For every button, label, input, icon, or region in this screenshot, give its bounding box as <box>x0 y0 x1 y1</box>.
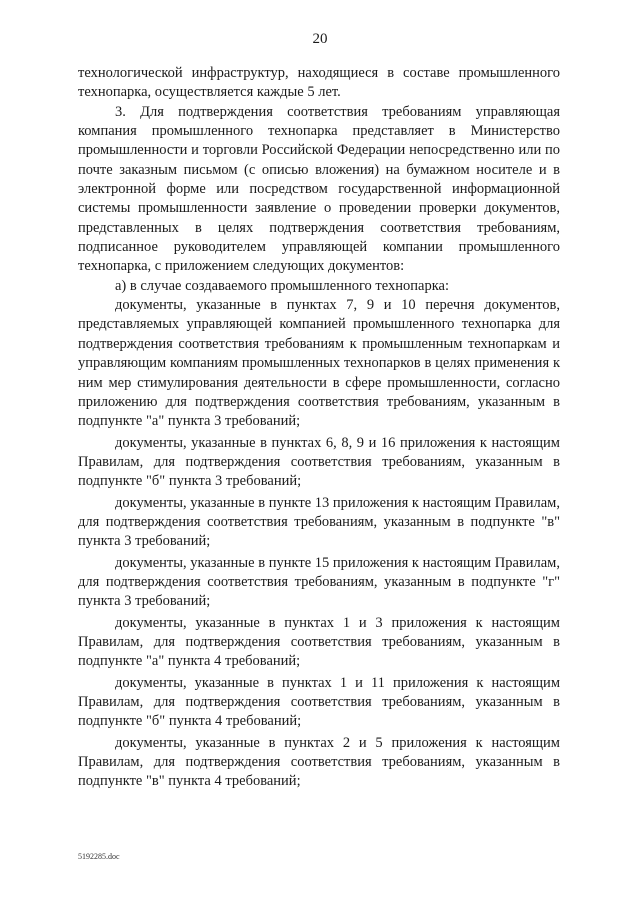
footer-filename: 5192285.doc <box>78 852 120 861</box>
paragraph-documents-4: документы, указанные в пункте 15 приложения к настоящим Правилам, для подтверждения соответствия требованиям, указанным в подпункте "г" пункта 3 требований; <box>78 554 560 610</box>
document-body <box>78 64 560 792</box>
paragraph-subitem-a: а) в случае создаваемого промышленного технопарка: <box>115 277 449 294</box>
paragraph-documents-6: документы, указанные в пунктах 1 и 11 приложения к настоящим Правилам, для подтверждения соответствия требованиям, указанным в подпункте "б" пункта 4 требований; <box>78 674 560 730</box>
page-number: 20 <box>312 31 328 47</box>
paragraph-item-3: 3. Для подтверждения соответствия требованиям управляющая компания промышленного технопарка представляет в Министерство промышленности и торговли Российской Федерации непосредственно или по почте заказным письмом (с описью вложения) на бумажном носителе и в электронной форме или посредством государственной информационной системы промышленности заявление о проведении проверки документов, представленных в целях подтверждения соответствия требованиям, подписанное руководителем управляющей компании промышленного технопарка, с приложением следующих документов: <box>78 103 560 275</box>
paragraph-documents-3: документы, указанные в пункте 13 приложения к настоящим Правилам, для подтверждения соответствия требованиям, указанным в подпункте "в" пункта 3 требований; <box>78 494 560 550</box>
paragraph-documents-7: документы, указанные в пунктах 2 и 5 приложения к настоящим Правилам, для подтверждения соответствия требованиям, указанным в подпункте "в" пункта 4 требований; <box>78 734 560 790</box>
paragraph-documents-5: документы, указанные в пунктах 1 и 3 приложения к настоящим Правилам, для подтверждения соответствия требованиям, указанным в подпункте "а" пункта 4 требований; <box>78 614 560 670</box>
paragraph-continuation: технологической инфраструктур, находящиеся в составе промышленного технопарка, осуществляется каждые 5 лет. <box>78 65 560 101</box>
paragraph-documents-2: документы, указанные в пунктах 6, 8, 9 и 16 приложения к настоящим Правилам, для подтверждения соответствия требованиям, указанным в подпункте "б" пункта 3 требований; <box>78 434 560 490</box>
paragraph-documents-1: документы, указанные в пунктах 7, 9 и 10 перечня документов, представляемых управляющей компанией промышленного технопарка для подтверждения соответствия требованиям к промышленным технопаркам и управляющим компаниям промышленных технопарков в целях применения к ним мер стимулирования деятельности в сфере промышленности, согласно приложению для подтверждения соответствия требованиям, указанным в подпункте "а" пункта 3 требований; <box>78 297 560 430</box>
